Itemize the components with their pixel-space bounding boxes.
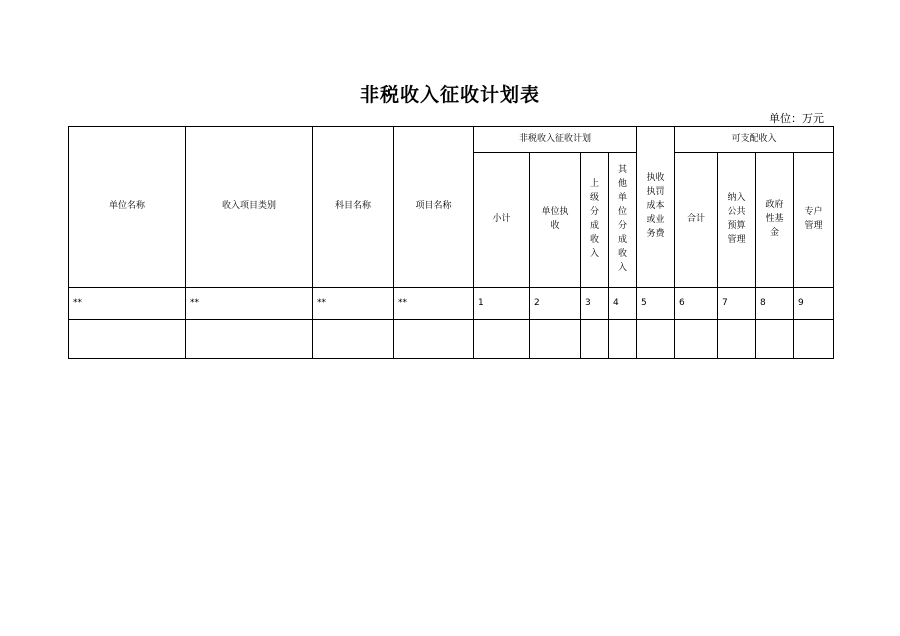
header-public-budget: [718, 153, 756, 288]
table-cell: 5: [637, 288, 675, 320]
table-cell: 8: [756, 288, 794, 320]
header-other-share: [609, 153, 637, 288]
table-cell: 2: [530, 288, 581, 320]
table-row: [69, 288, 834, 320]
table-cell: [530, 320, 581, 359]
table-cell: **: [69, 288, 186, 320]
page-title: 非税收入征收计划表: [359, 84, 540, 106]
table-cell: 1: [474, 288, 530, 320]
header-other-share-label: 其他单位分成收入: [617, 165, 627, 273]
table-cell: [69, 320, 186, 359]
table-cell: [637, 320, 675, 359]
table-cell: [474, 320, 530, 359]
header-project-name: 项目名称: [394, 127, 474, 288]
table-cell: 3: [581, 288, 609, 320]
header-income-category: 收入项目类别: [186, 127, 313, 288]
table-row: [69, 320, 834, 359]
header-special-account: [794, 153, 834, 288]
header-gov-fund-label: 政府性基金: [765, 200, 784, 238]
plan-table: [68, 126, 834, 359]
table-cell: [718, 320, 756, 359]
table-cell: [313, 320, 394, 359]
header-subtotal: 小计: [474, 153, 530, 288]
header-cost-label: 执收执罚成本或业务费: [646, 173, 665, 239]
table-cell: [675, 320, 718, 359]
table-cell: [609, 320, 637, 359]
header-upper-share: [581, 153, 609, 288]
table-cell: **: [394, 288, 474, 320]
table-cell: [581, 320, 609, 359]
header-special-account-label: 专户管理: [804, 207, 823, 231]
header-subject-name: 科目名称: [313, 127, 394, 288]
header-unit-enforce-label: 单位执收: [541, 207, 569, 231]
header-plan-group: 非税收入征收计划: [474, 127, 637, 153]
header-upper-share-label: 上级分成收入: [589, 179, 599, 259]
table-cell: **: [313, 288, 394, 320]
table-cell: 7: [718, 288, 756, 320]
table-cell: 4: [609, 288, 637, 320]
table-cell: 6: [675, 288, 718, 320]
unit-label: 单位：万元: [769, 112, 824, 125]
header-available-group: 可支配收入: [675, 127, 834, 153]
table-cell: 9: [794, 288, 834, 320]
table-cell: [394, 320, 474, 359]
header-unit-enforce: [530, 153, 581, 288]
header-cost: [637, 127, 675, 288]
table-cell: **: [186, 288, 313, 320]
header-gov-fund: [756, 153, 794, 288]
header-unit-name: 单位名称: [69, 127, 186, 288]
table-cell: [794, 320, 834, 359]
table-cell: [756, 320, 794, 359]
header-public-budget-label: 纳入公共预算管理: [727, 193, 746, 245]
header-total: 合计: [675, 153, 718, 288]
table-cell: [186, 320, 313, 359]
